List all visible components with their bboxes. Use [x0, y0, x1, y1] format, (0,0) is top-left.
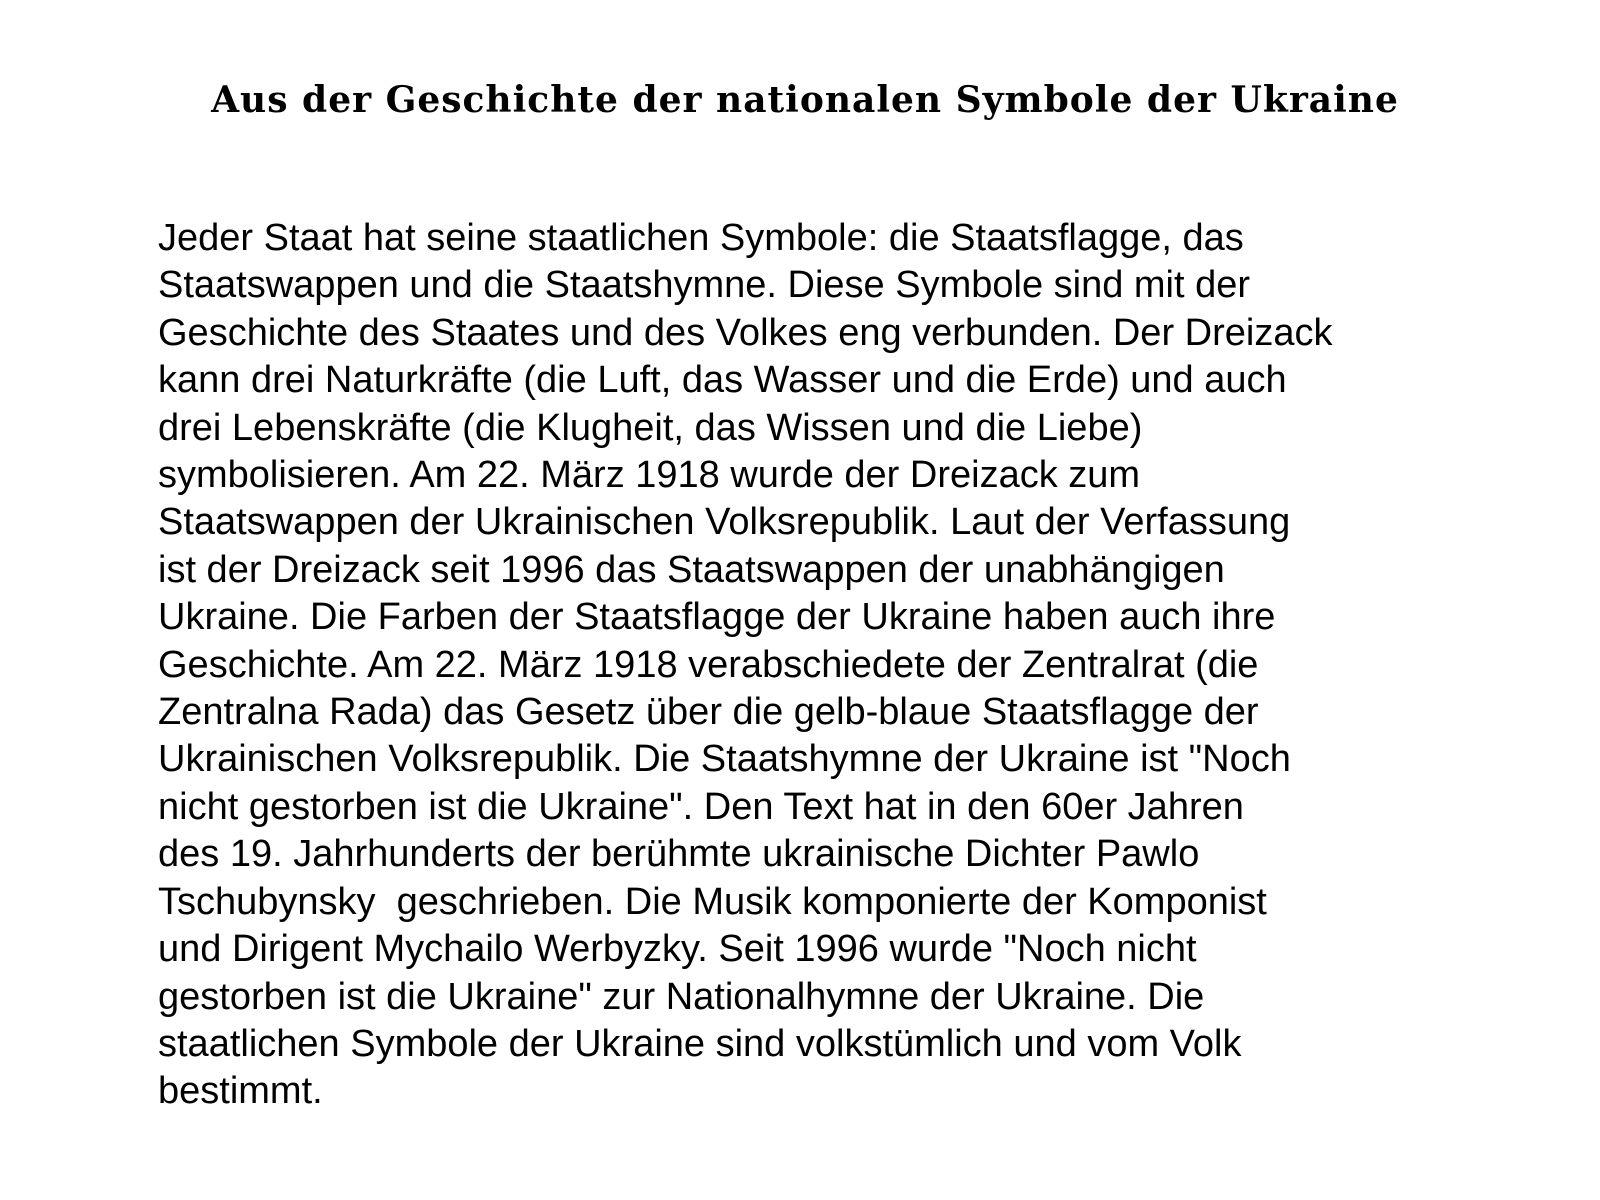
paragraph-line: bestimmt.: [158, 1070, 323, 1113]
paragraph-line: symbolisieren. Am 22. März 1918 wurde der Dreizack zum: [158, 454, 1141, 497]
page-title: Aus der Geschichte der nationalen Symbole der Ukraine: [211, 79, 1399, 121]
body-paragraph: [158, 215, 1528, 1116]
paragraph-line: Ukraine. Die Farben der Staatsflagge der Ukraine haben auch ihre: [158, 596, 1276, 639]
paragraph-line: Staatswappen der Ukrainischen Volksrepublik. Laut der Verfassung: [158, 501, 1291, 544]
paragraph-line: drei Lebenskräfte (die Klugheit, das Wissen und die Liebe): [158, 406, 1143, 449]
paragraph-line: kann drei Naturkräfte (die Luft, das Wasser und die Erde) und auch: [158, 359, 1287, 402]
paragraph-line: gestorben ist die Ukraine" zur Nationalhymne der Ukraine. Die: [158, 975, 1205, 1018]
paragraph-line: des 19. Jahrhunderts der berühmte ukrainische Dichter Pawlo: [158, 833, 1200, 876]
paragraph-line: Jeder Staat hat seine staatlichen Symbole: die Staatsflagge, das: [158, 217, 1244, 259]
paragraph-line: staatlichen Symbole der Ukraine sind volkstümlich und vom Volk: [158, 1022, 1242, 1065]
paragraph-line: ist der Dreizack seit 1996 das Staatswappen der unabhängigen: [158, 548, 1225, 591]
paragraph-line: nicht gestorben ist die Ukraine". Den Text hat in den 60er Jahren: [158, 785, 1244, 828]
paragraph-line: Ukrainischen Volksrepublik. Die Staatshymne der Ukraine ist "Noch: [158, 738, 1291, 781]
paragraph-line: Geschichte des Staates und des Volkes eng verbunden. Der Dreizack: [158, 311, 1333, 354]
paragraph-line: Geschichte. Am 22. März 1918 verabschiedete der Zentralrat (die: [158, 643, 1259, 686]
paragraph-line: Zentralna Rada) das Gesetz über die gelb-blaue Staatsflagge der: [158, 691, 1259, 734]
paragraph-line: Staatswappen und die Staatshymne. Diese Symbole sind mit der: [158, 264, 1251, 307]
paragraph-line: und Dirigent Mychailo Werbyzky. Seit 1996 wurde "Noch nicht: [158, 928, 1197, 971]
paragraph-line: Tschubynsky geschrieben. Die Musik komponierte der Komponist: [158, 880, 1267, 923]
